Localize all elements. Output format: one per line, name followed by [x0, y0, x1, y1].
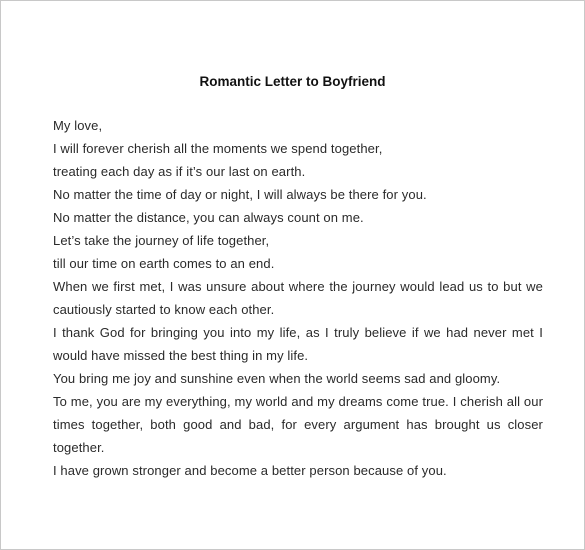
letter-title: Romantic Letter to Boyfriend	[199, 74, 386, 89]
letter-line-salutation: My love,	[53, 118, 103, 133]
letter-body	[53, 114, 543, 482]
letter-line: treating each day as if it’s our last on earth.	[53, 164, 306, 179]
letter-paragraph: I thank God for bringing you into my life, as I truly believe if we had never met I would have missed the best thing in my life.	[53, 325, 543, 363]
letter-paragraph: To me, you are my everything, my world and my dreams come true. I cherish all our times together, both good and bad, for every argument has brought us closer together.	[53, 394, 543, 455]
letter-line: I will forever cherish all the moments we spend together,	[53, 141, 383, 156]
letter-line: No matter the time of day or night, I will always be there for you.	[53, 187, 427, 202]
letter-line: No matter the distance, you can always count on me.	[53, 210, 364, 225]
letter-line: Let’s take the journey of life together,	[53, 233, 270, 248]
letter-line: till our time on earth comes to an end.	[53, 256, 275, 271]
letter-paragraph: When we first met, I was unsure about where the journey would lead us to but we cautiously started to know each other.	[53, 279, 543, 317]
letter-paragraph: I have grown stronger and become a better person because of you.	[53, 463, 447, 478]
letter-paragraph: You bring me joy and sunshine even when the world seems sad and gloomy.	[53, 371, 501, 386]
